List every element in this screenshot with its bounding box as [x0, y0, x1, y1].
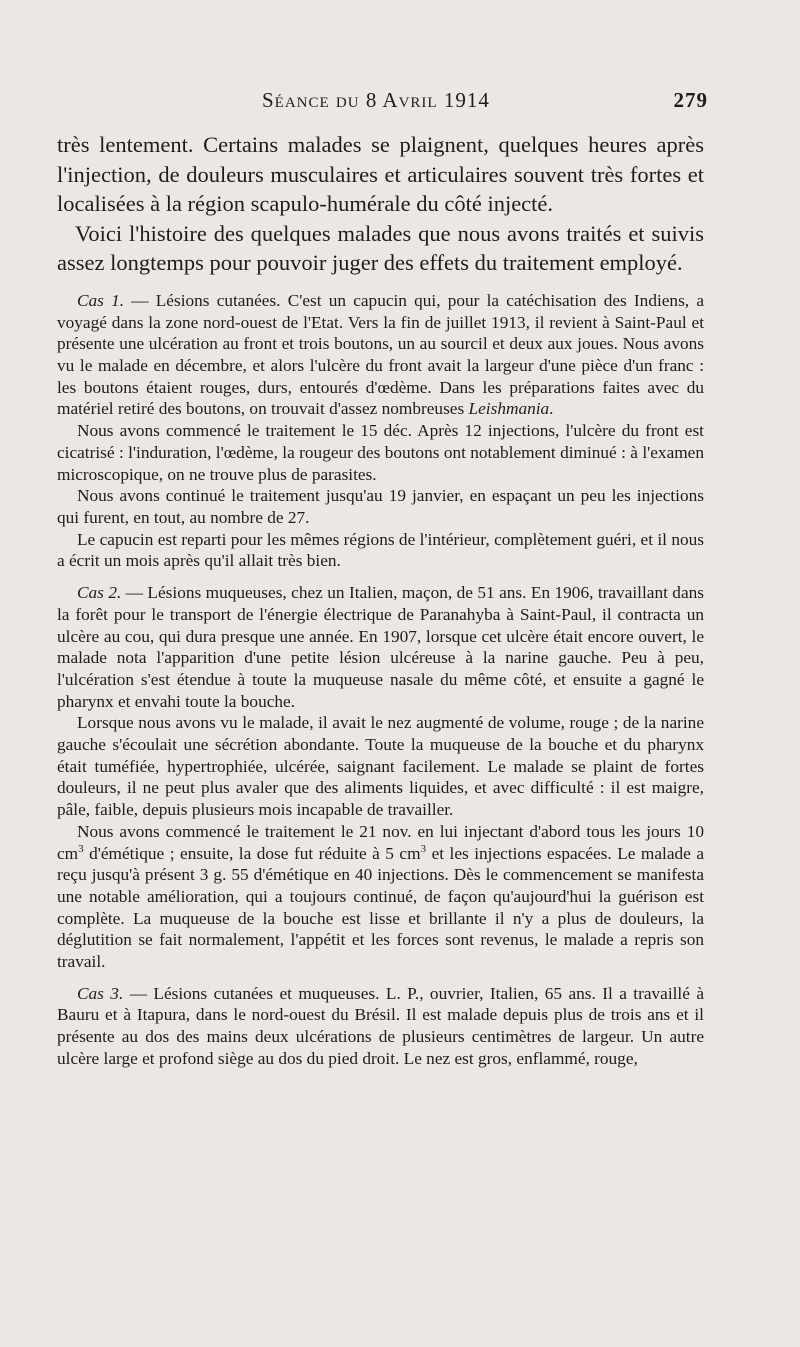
case-2-text-c: et les injections espacées. Le malade a reçu jusqu'à présent 3 g. 55 d'émétique en 40 injections. Dès le commencement se manifesta une notable amélioration, qui a toujours continué, de façon qu'aujourd'hui la guérison est complète. La muqueuse de la bouche est lisse et brillante il n'y a plus de douleurs, la déglutition se fait normalement, l'appétit et les forces sont revenus, le malade a repris son travail. — [57, 843, 704, 972]
intro-paragraph-1: très lentement. Certains malades se plaignent, quelques heures après l'injection, de douleurs musculaires et articulaires souvent très fortes et localisées à la région scapulo-humérale du côté injecté. — [57, 132, 704, 217]
case-2-paragraph-3 — [57, 821, 704, 973]
case-2-text-b: d'émétique ; ensuite, la dose fut réduite à 5 cm — [83, 843, 421, 863]
page-number: 279 — [673, 88, 708, 112]
case-2-paragraph-2: Lorsque nous avons vu le malade, il avait le nez augmenté de volume, rouge ; de la narine gauche s'écoulait une sécrétion abondante. Toute la muqueuse de la bouche et du pharynx était tuméfiée, hypertrophiée, ulcérée, saignant facilement. Le malade se plaint de fortes douleurs, il ne peut plus avaler que des aliments liquides, et avec difficulté : il est maigre, pâle, faible, depuis plusieurs mois incapable de travailler. — [57, 713, 704, 820]
case-1-label: Cas 1. — [77, 290, 125, 310]
running-head: Séance du 8 Avril 1914 — [262, 88, 490, 112]
case-2-paragraph-1 — [57, 582, 704, 712]
case-2-text-a: Nous avons commencé le traitement le 21 nov. en lui injectant d'abord tous les jours 10 cm — [57, 821, 704, 863]
case-1-paragraph-1 — [57, 290, 704, 420]
case-reports — [57, 290, 704, 1070]
case-2-text: — Lésions muqueuses, chez un Italien, maçon, de 51 ans. En 1906, travaillant dans la forêt pour le transport de l'énergie électrique de Paranahyba à Saint-Paul, il contracta un ulcère au cou, qui dura presque une année. En 1907, lorsque cet ulcère était encore ouvert, le malade nota l'apparition d'une petite lésion ulcéreuse à la narine gauche. Peu à peu, l'ulcération s'est étendue à toute la muqueuse nasale du même côté, et ensuite a gagné le pharynx et envahi toute la bouche. — [57, 583, 704, 711]
case-1-text-end: . — [549, 399, 554, 419]
superscript: 3 — [78, 842, 84, 855]
case-2-label: Cas 2. — [77, 583, 122, 603]
case-1-taxon: Leishmania — [468, 399, 550, 419]
case-1-paragraph-4: Le capucin est reparti pour les mêmes régions de l'intérieur, complètement guéri, et il nous a écrit un mois après qu'il allait très bien. — [57, 529, 704, 571]
intro-section — [57, 130, 704, 278]
case-3-label: Cas 3. — [77, 983, 124, 1003]
intro-paragraph-2: Voici l'histoire des quelques malades que nous avons traités et suivis assez longtemps pour pouvoir juger des effets du traitement employé. — [57, 220, 704, 276]
case-1-paragraph-3: Nous avons continué le traitement jusqu'au 19 janvier, en espaçant un peu les injections qui furent, en tout, au nombre de 27. — [57, 486, 704, 527]
page-header — [57, 88, 708, 118]
case-3-text: — Lésions cutanées et muqueuses. L. P., ouvrier, Italien, 65 ans. Il a travaillé à Bauru et à Itapura, dans le nord-ouest du Brésil. Il est malade depuis plus de trois ans et il présente au dos des mains deux ulcérations de plusieurs centimètres de largeur. Un autre ulcère large et profond siège au dos du pied droit. Le nez est gros, enflammé, rouge, — [57, 983, 704, 1068]
case-1-text: — Lésions cutanées. C'est un capucin qui, pour la catéchisation des Indiens, a voyagé dans la zone nord-ouest de l'Etat. Vers la fin de juillet 1913, il revient à Saint-Paul et présente une ulcération au front et trois boutons, un au sourcil et deux aux joues. Nous avons vu le malade en décembre, et alors l'ulcère du front avait la largeur d'une pièce d'un franc : les boutons étaient rouges, durs, entourés d'œdème. Dans les préparations faites avec du matériel retiré des boutons, on trouvait d'assez nombreuses — [57, 290, 704, 419]
case-1-paragraph-2: Nous avons commencé le traitement le 15 déc. Après 12 injections, l'ulcère du front est cicatrisé : l'induration, l'œdème, la rougeur des boutons ont notablement diminué : à l'examen microscopique, on ne trouve plus de parasites. — [57, 421, 704, 484]
case-3-paragraph-1 — [57, 983, 704, 1070]
superscript: 3 — [420, 842, 427, 855]
